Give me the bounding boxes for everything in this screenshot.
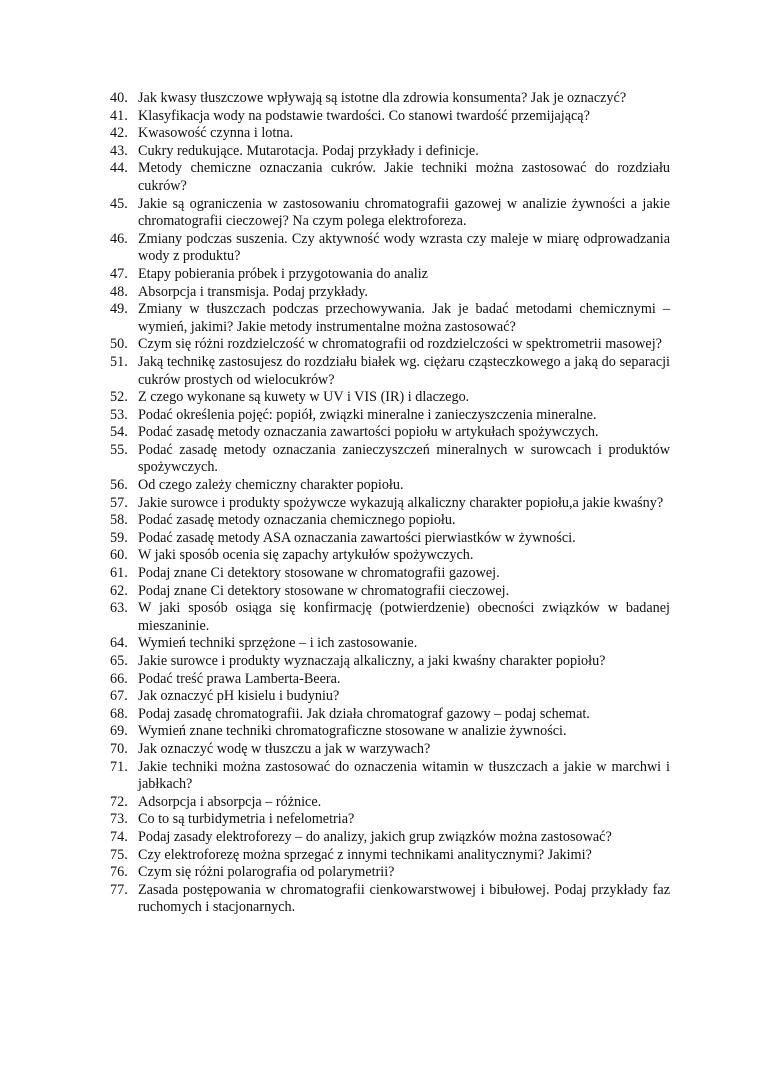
list-item <box>110 688 670 706</box>
item-number: 45. <box>110 195 128 212</box>
list-item <box>110 125 670 143</box>
item-number: 69. <box>110 723 128 740</box>
item-text: Zmiany podczas suszenia. Czy aktywność wody wzrasta czy maleje w miarę odprowadzania wody z produktu? <box>138 230 670 265</box>
item-text: Metody chemiczne oznaczania cukrów. Jakie techniki można zastosować do rozdziału cukrów? <box>138 160 670 194</box>
item-text: Podaj znane Ci detektory stosowane w chromatografii cieczowej. <box>138 582 510 599</box>
item-number: 76. <box>110 864 128 881</box>
list-item <box>110 196 670 231</box>
item-number: 40. <box>110 90 128 106</box>
list-item <box>110 811 670 829</box>
list-item <box>110 653 670 671</box>
item-number: 56. <box>110 477 128 494</box>
item-text: W jaki sposób ocenia się zapachy artykułów spożywczych. <box>138 547 474 564</box>
item-text: Adsorpcja i absorpcja – różnice. <box>138 793 322 810</box>
list-item <box>110 143 670 161</box>
list-item <box>110 512 670 530</box>
item-number: 41. <box>110 107 128 124</box>
item-number: 44. <box>110 160 128 177</box>
item-number: 50. <box>110 336 128 353</box>
item-text: Z czego wykonane są kuwety w UV i VIS (IR) i dlaczego. <box>138 389 470 406</box>
list-item <box>110 565 670 583</box>
item-text: Czym się różni polarografia od polarymetrii? <box>138 864 395 881</box>
list-item <box>110 389 670 407</box>
item-text: Jaką technikę zastosujesz do rozdziału białek wg. ciężaru cząsteczkowego a jaką do separacji cukrów prostych od wielocukrów? <box>138 353 670 388</box>
item-number: 67. <box>110 688 128 705</box>
list-item <box>110 266 670 284</box>
item-number: 54. <box>110 424 128 441</box>
item-text: Jak oznaczyć wodę w tłuszczu a jak w warzywach? <box>138 740 431 757</box>
list-item <box>110 354 670 389</box>
item-number: 75. <box>110 846 128 863</box>
item-number: 53. <box>110 406 128 423</box>
item-text: Cukry redukujące. Mutarotacja. Podaj przykłady i definicje. <box>138 142 479 159</box>
list-item <box>110 882 670 917</box>
item-text: Podaj znane Ci detektory stosowane w chromatografii gazowej. <box>138 565 500 582</box>
list-item <box>110 829 670 847</box>
item-number: 55. <box>110 441 128 458</box>
item-text: Kwasowość czynna i lotna. <box>138 125 294 142</box>
item-text: Jakie techniki można zastosować do oznaczenia witamin w tłuszczach a jakie w marchwi i jabłkach? <box>138 758 670 793</box>
item-number: 51. <box>110 353 128 370</box>
item-text: Czym się różni rozdzielczość w chromatografii od rozdzielczości w spektrometrii masowej? <box>138 336 662 353</box>
item-number: 49. <box>110 301 128 318</box>
list-item <box>110 547 670 565</box>
list-item <box>110 231 670 266</box>
item-text: W jaki sposób osiąga się konfirmację (potwierdzenie) obecności związków w badanej mieszaninie. <box>138 600 670 634</box>
item-text: Podać zasadę metody oznaczania chemicznego popiołu. <box>138 512 456 529</box>
item-text: Wymień techniki sprzężone – i ich zastosowanie. <box>138 635 418 652</box>
item-number: 46. <box>110 230 128 247</box>
item-text: Podać określenia pojęć: popiół, związki mineralne i zanieczyszczenia mineralne. <box>138 406 597 423</box>
list-item <box>110 847 670 865</box>
item-number: 59. <box>110 529 128 546</box>
item-number: 71. <box>110 758 128 775</box>
item-number: 42. <box>110 125 128 142</box>
list-item <box>110 583 670 601</box>
list-item <box>110 530 670 548</box>
item-number: 73. <box>110 811 128 828</box>
list-item <box>110 424 670 442</box>
list-item <box>110 723 670 741</box>
item-text: Etapy pobierania próbek i przygotowania do analiz <box>138 265 428 282</box>
list-item <box>110 495 670 513</box>
item-number: 74. <box>110 828 128 845</box>
list-item <box>110 741 670 759</box>
item-number: 48. <box>110 283 128 300</box>
item-number: 57. <box>110 494 128 511</box>
list-item <box>110 600 670 635</box>
item-text: Co to są turbidymetria i nefelometria? <box>138 811 355 828</box>
list-item <box>110 108 670 126</box>
list-item <box>110 442 670 477</box>
item-text: Podać zasadę metody oznaczania zanieczyszczeń mineralnych w surowcach i produktów spożywczych. <box>138 441 670 476</box>
item-text: Jakie są ograniczenia w zastosowaniu chromatografii gazowej w analizie żywności a jakie chromatografii cieczowej? Na czym polega elektroforeza. <box>138 195 670 230</box>
item-number: 58. <box>110 512 128 529</box>
list-item <box>110 336 670 354</box>
item-text: Absorpcja i transmisja. Podaj przykłady. <box>138 283 368 300</box>
list-item <box>110 671 670 689</box>
item-number: 43. <box>110 142 128 159</box>
item-text: Zmiany w tłuszczach podczas przechowywania. Jak je badać metodami chemicznymi –wymień, jakimi? Jakie metody instrumentalne można zastosować? <box>138 301 670 335</box>
list-item <box>110 477 670 495</box>
item-text: Podaj zasady elektroforezy – do analizy, jakich grup związków można zastosować? <box>138 828 612 845</box>
item-text: Podać zasadę metody ASA oznaczania zawartości pierwiastków w żywności. <box>138 529 576 546</box>
item-number: 72. <box>110 793 128 810</box>
item-text: Czy elektroforezę można sprzegać z innymi technikami analitycznymi? Jakimi? <box>138 846 592 863</box>
list-item <box>110 301 670 336</box>
list-item <box>110 90 670 108</box>
item-number: 68. <box>110 705 128 722</box>
list-item <box>110 407 670 425</box>
item-number: 60. <box>110 547 128 564</box>
item-text: Klasyfikacja wody na podstawie twardości. Co stanowi twardość przemijającą? <box>138 107 590 124</box>
item-number: 77. <box>110 881 128 898</box>
list-item <box>110 759 670 794</box>
item-number: 65. <box>110 653 128 669</box>
item-text: Jak kwasy tłuszczowe wpływają są istotne dla zdrowia konsumenta? Jak je oznaczyć? <box>138 90 627 106</box>
item-number: 52. <box>110 389 128 406</box>
question-list <box>110 90 670 917</box>
item-text: Podaj zasadę chromatografii. Jak działa chromatograf gazowy – podaj schemat. <box>138 705 590 722</box>
item-text: Wymień znane techniki chromatograficzne stosowane w analizie żywności. <box>138 723 567 740</box>
item-text: Zasada postępowania w chromatografii cienkowarstwowej i bibułowej. Podaj przykłady faz ruchomych i stacjonarnych. <box>138 881 670 916</box>
list-item <box>110 635 670 653</box>
item-text: Jakie surowce i produkty wyznaczają alkaliczny, a jaki kwaśny charakter popiołu? <box>138 653 606 669</box>
list-item <box>110 160 670 195</box>
item-text: Jak oznaczyć pH kisielu i budyniu? <box>138 688 340 705</box>
list-item <box>110 706 670 724</box>
list-item <box>110 794 670 812</box>
list-item <box>110 864 670 882</box>
item-number: 62. <box>110 582 128 599</box>
item-text: Podać treść prawa Lamberta-Beera. <box>138 670 341 687</box>
item-number: 61. <box>110 565 128 582</box>
item-number: 63. <box>110 600 128 617</box>
item-text: Jakie surowce i produkty spożywcze wykazują alkaliczny charakter popiołu,a jakie kwaśny? <box>138 494 664 511</box>
item-number: 66. <box>110 670 128 687</box>
item-text: Od czego zależy chemiczny charakter popiołu. <box>138 477 404 494</box>
item-number: 70. <box>110 740 128 757</box>
list-item <box>110 284 670 302</box>
item-number: 64. <box>110 635 128 652</box>
item-text: Podać zasadę metody oznaczania zawartości popiołu w artykułach spożywczych. <box>138 424 599 441</box>
item-number: 47. <box>110 265 128 282</box>
